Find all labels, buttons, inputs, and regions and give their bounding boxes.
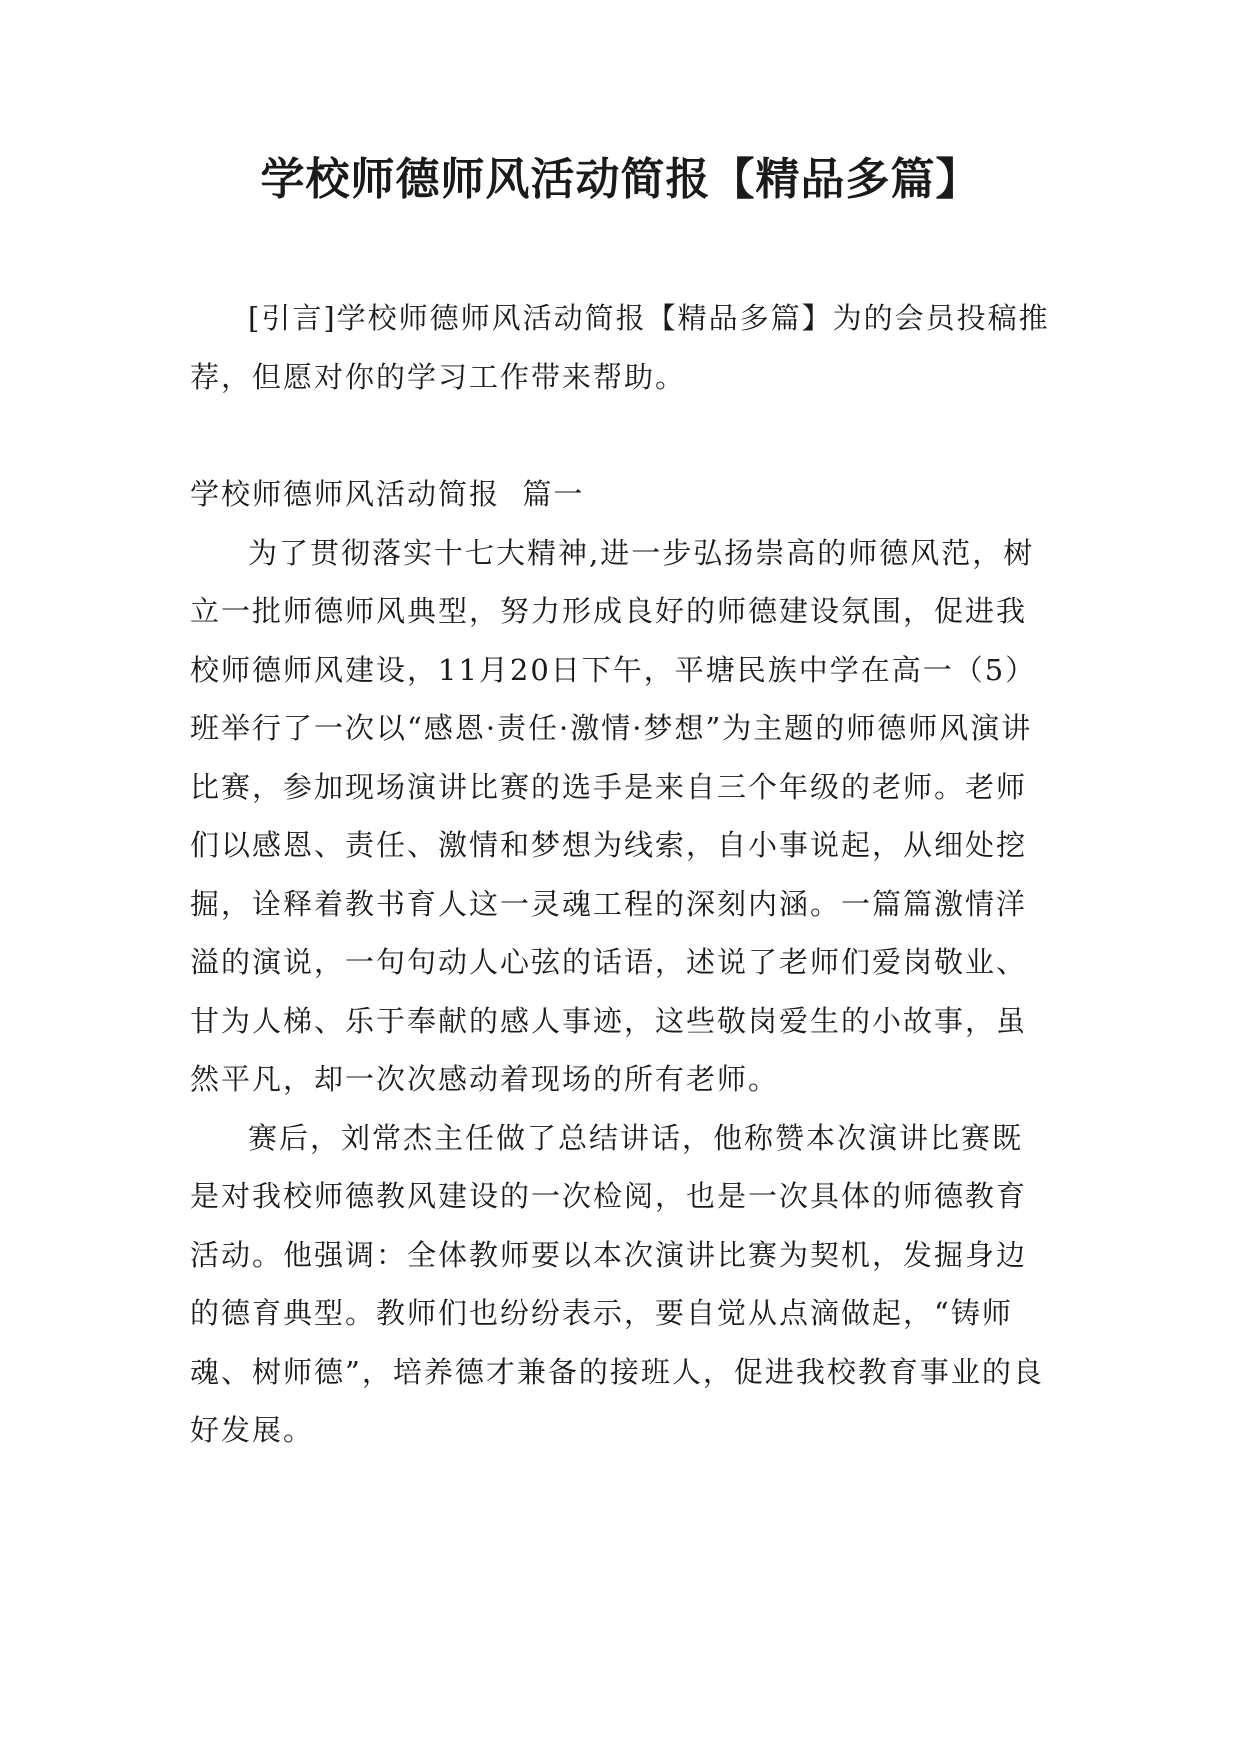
document-title: 学校师德师风活动简报【精品多篇】 <box>260 154 981 205</box>
body-paragraph-2: 赛后，刘常杰主任做了总结讲话，他称赞本次演讲比赛既是对我校师德教风建设的一次检阅，也是一次具体的师德教育活动。他强调：全体教师要以本次演讲比赛为契机，发掘身边的德育典型。教师们也纷纷表示，要自觉从点滴做起，“铸师魂、树师德”，培养德才兼备的接班人，促进我校教育事业的良好发展。 <box>190 1120 1044 1447</box>
section-heading: 学校师德师风活动简报 篇一 <box>190 477 585 511</box>
intro-paragraph: [引言]学校师德师风活动简报【精品多篇】为的会员投稿推荐，但愿对你的学习工作带来帮助。 <box>190 301 1050 394</box>
body-paragraph-1: 为了贯彻落实十七大精神,进一步弘扬崇高的师德风范，树立一批师德师风典型，努力形成良好的师德建设氛围，促进我校师德师风建设，11月20日下午，平塘民族中学在高一（5）班举行了一次以“感恩·责任·激情·梦想”为主题的师德师风演讲比赛，参加现场演讲比赛的选手是来自三个年级的老师。老师们以感恩、责任、激情和梦想为线索，自小事说起，从细处挖掘，诠释着教书育人这一灵魂工程的深刻内涵。一篇篇激情洋溢的演说，一句句动人心弦的话语，述说了老师们爱岗敬业、甘为人梯、乐于奉献的感人事迹，这些敬岗爱生的小故事，虽然平凡，却一次次感动着现场的所有老师。 <box>190 535 1037 1096</box>
document-body <box>190 289 1052 1460</box>
